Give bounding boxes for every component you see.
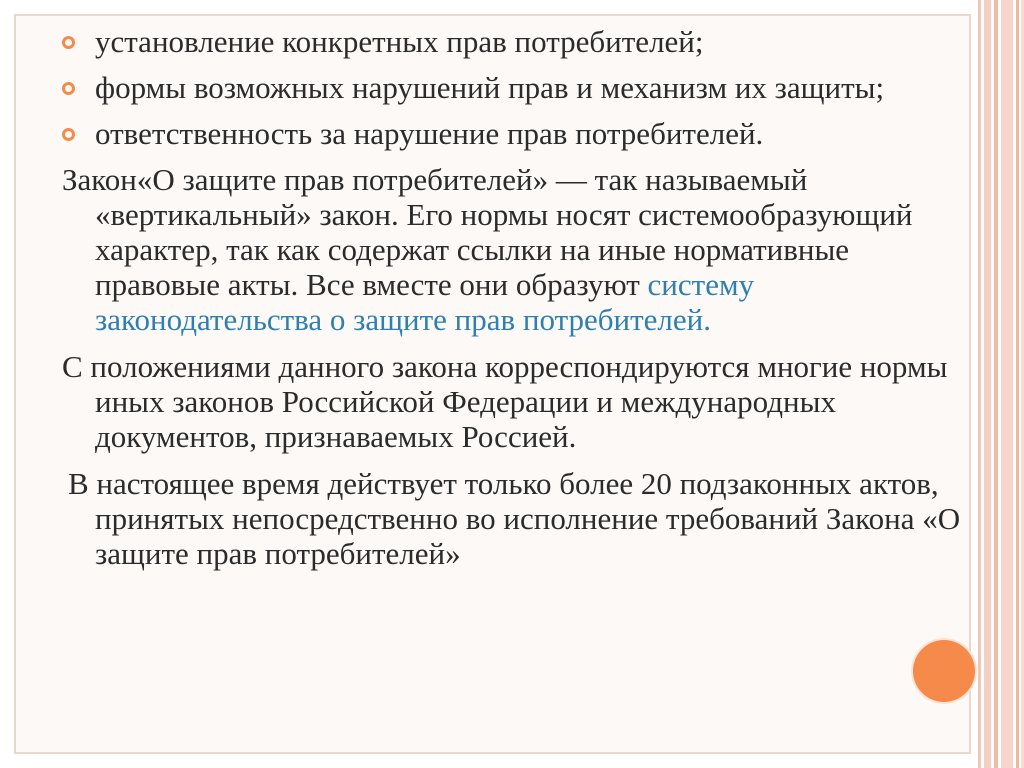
- stripe: [1001, 0, 1013, 768]
- stripe: [1016, 0, 1019, 768]
- paragraph-law-description: [62, 162, 962, 337]
- paragraph-text: С положениями данного закона корреспондируются многие нормы иных законов Российской Федерации и международных документов, признаваемых Россией.: [62, 349, 948, 454]
- bullet-text: ответственность за нарушение прав потребителей.: [95, 116, 764, 151]
- legislation-link[interactable]: систему законодательства о защите прав потребителей.: [95, 267, 755, 337]
- bullet-item: [62, 116, 962, 151]
- stripe: [978, 0, 981, 768]
- paragraph-bylaws: [62, 466, 962, 571]
- stripe: [984, 0, 991, 768]
- bullet-text: формы возможных нарушений прав и механизм их защиты;: [95, 70, 885, 105]
- ring-bullet-icon: [62, 82, 75, 95]
- bullet-item: [62, 24, 962, 59]
- paragraph-text: В настоящее время действует только более 20 подзаконных актов, принятых непосредственно во исполнение требований Закона «О защите прав потребителей»: [68, 466, 961, 571]
- paragraph-text: Закон«О защите прав потребителей» — так называемый «вертикальный» закон. Его нормы носят системообразующий характер, так как содержат ссылки на иные нормативные правовые акты. Все вместе они образуют: [62, 162, 913, 302]
- ring-bullet-icon: [62, 36, 75, 49]
- ring-bullet-icon: [62, 128, 75, 141]
- slide-content: [62, 24, 962, 583]
- decorative-stripes: [978, 0, 1024, 768]
- paragraph-related-norms: [62, 349, 962, 454]
- orange-circle-icon: [913, 640, 975, 702]
- stripe: [994, 0, 998, 768]
- bullet-item: [62, 70, 962, 105]
- bullet-text: установление конкретных прав потребителей;: [95, 24, 704, 59]
